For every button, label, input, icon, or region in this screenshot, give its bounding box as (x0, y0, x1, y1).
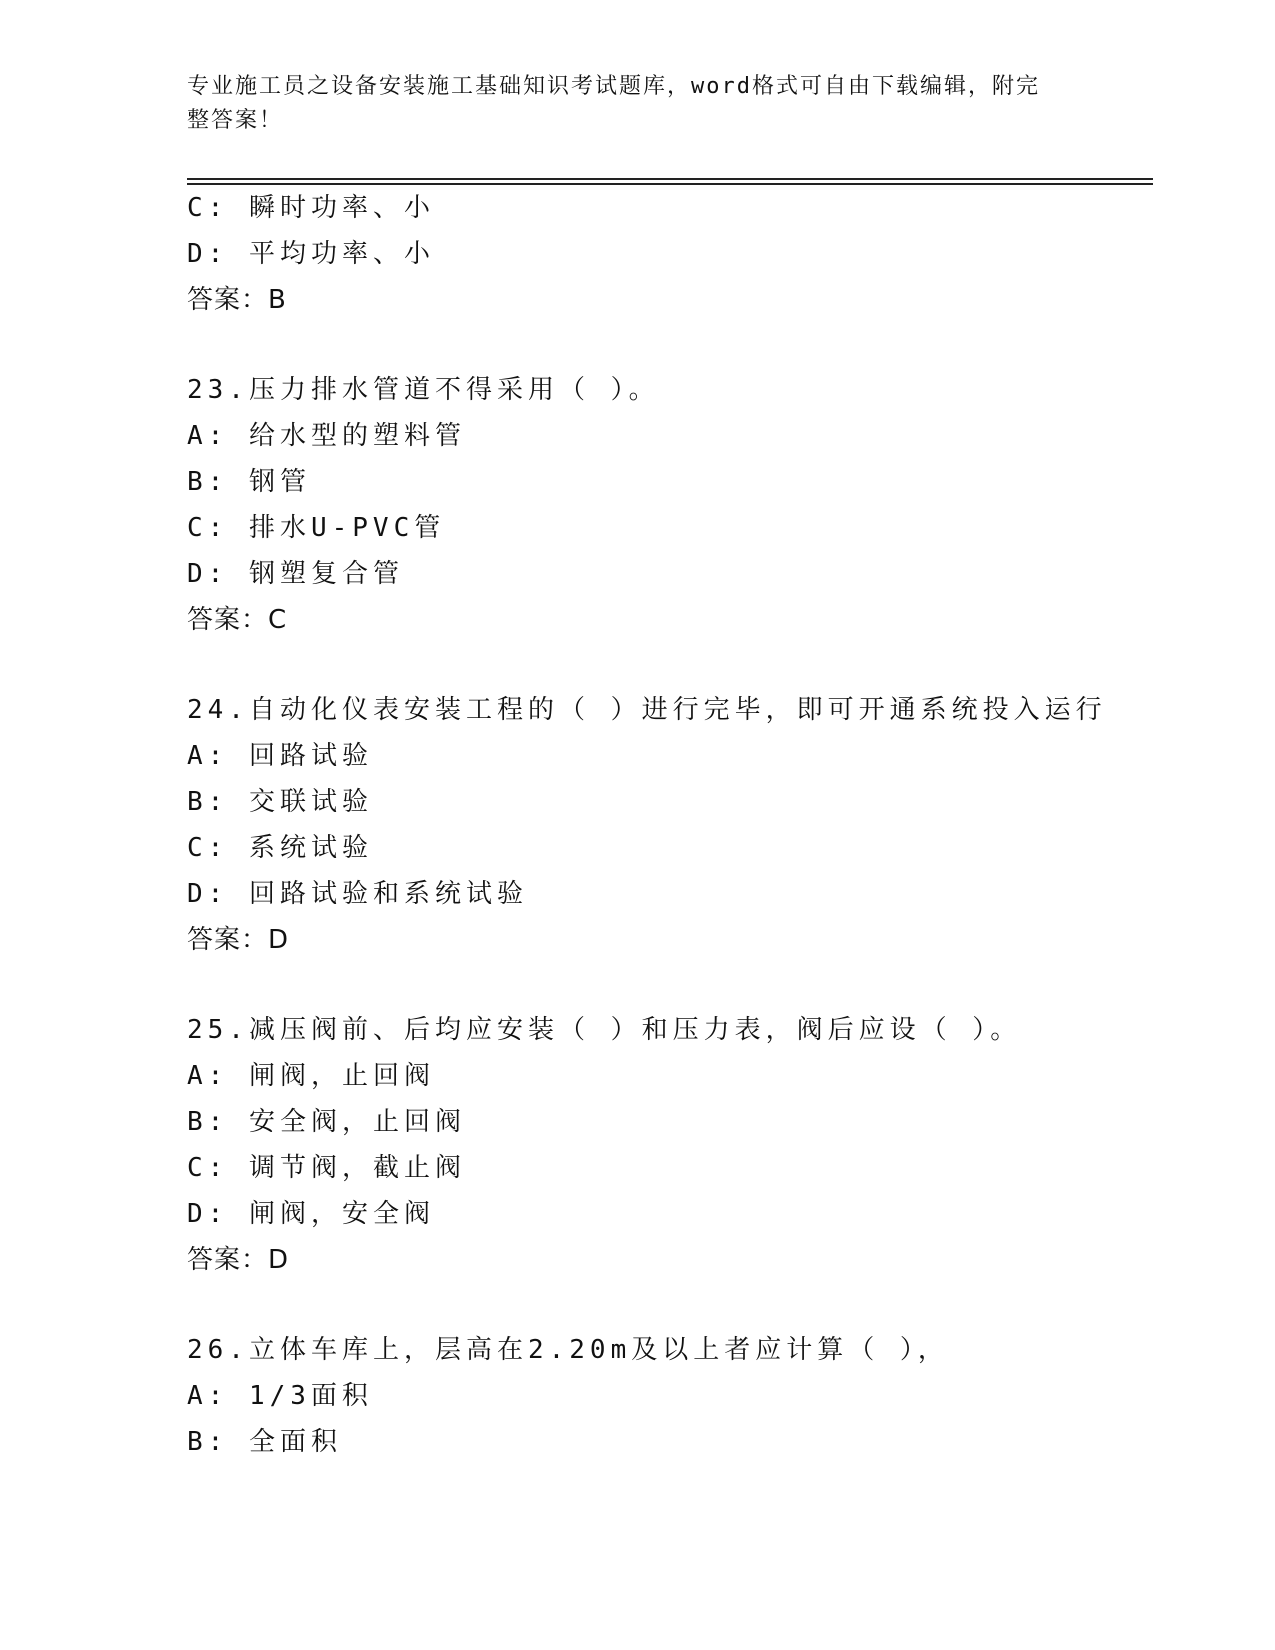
option-c: C: 排水U-PVC管 (187, 513, 446, 543)
header-divider-top (187, 178, 1153, 180)
option-b: B: 安全阀，止回阀 (187, 1107, 466, 1137)
header-line-1: 专业施工员之设备安装施工基础知识考试题库，word格式可自由下载编辑，附完 (187, 74, 1040, 99)
question-26 (187, 1327, 1153, 1465)
option-d: D: 闸阀，安全阀 (187, 1199, 435, 1229)
option-c: C: 瞬时功率、小 (187, 193, 435, 223)
answer: 答案：B (187, 285, 287, 315)
answer: 答案：D (187, 925, 290, 955)
question-stem: 24.自动化仪表安装工程的（ ）进行完毕，即可开通系统投入运行 (187, 695, 1107, 725)
question-stem: 23.压力排水管道不得采用（ ）。 (187, 375, 660, 405)
question-22-partial (187, 185, 1153, 323)
question-stem: 26.立体车库上，层高在2.20m及以上者应计算（ ）， (187, 1335, 949, 1365)
option-d: D: 回路试验和系统试验 (187, 879, 528, 909)
question-25 (187, 1007, 1153, 1283)
option-d: D: 钢塑复合管 (187, 559, 404, 589)
spacer (187, 1283, 1153, 1327)
option-a: A: 闸阀，止回阀 (187, 1061, 435, 1091)
option-b: B: 全面积 (187, 1427, 342, 1457)
option-d: D: 平均功率、小 (187, 239, 435, 269)
option-c: C: 调节阀，截止阀 (187, 1153, 466, 1183)
spacer (187, 643, 1153, 687)
answer: 答案：D (187, 1245, 290, 1275)
question-list (187, 185, 1153, 1465)
spacer (187, 963, 1153, 1007)
option-a: A: 1/3面积 (187, 1381, 373, 1411)
option-a: A: 给水型的塑料管 (187, 421, 466, 451)
option-a: A: 回路试验 (187, 741, 373, 771)
option-b: B: 交联试验 (187, 787, 373, 817)
question-23 (187, 367, 1153, 643)
document-header (187, 70, 1067, 138)
question-stem: 25.减压阀前、后均应安装（ ）和压力表，阀后应设（ ）。 (187, 1015, 1022, 1045)
option-b: B: 钢管 (187, 467, 311, 497)
header-line-2: 整答案！ (187, 108, 284, 133)
answer: 答案：C (187, 605, 288, 635)
spacer (187, 323, 1153, 367)
option-c: C: 系统试验 (187, 833, 373, 863)
question-24 (187, 687, 1153, 963)
